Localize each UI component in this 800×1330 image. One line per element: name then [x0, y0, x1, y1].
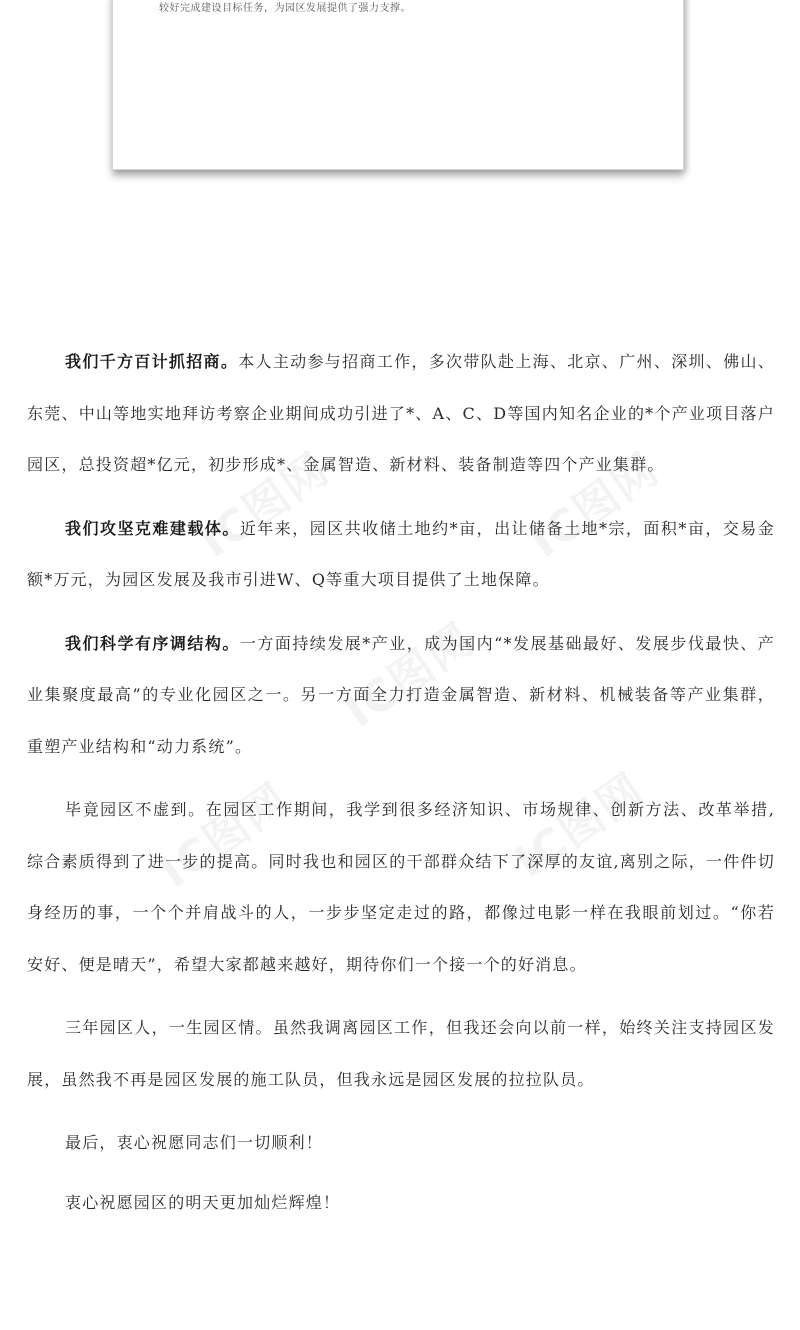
paragraph-lead: 我们千方百计抓招商。 — [65, 352, 239, 371]
paragraph-land — [27, 503, 775, 606]
paragraph-text: 本人主动参与招商工作，多次带队赴上海、北京、广州、深圳、佛山、东莞、中山等地实地拜访考察企业期间成功引进了*、A、C、D等国内知名企业的*个产业项目落户园区，总投资超*亿元，初步形成*、金属智造、新材料、装备制造等四个产业集群。 — [27, 352, 775, 474]
paragraph-wish-park: 衷心祝愿园区的明天更加灿烂辉煌！ — [65, 1192, 341, 1212]
paragraph-farewell: 三年园区人，一生园区情。虽然我调离园区工作，但我还会向以前一样，始终关注支持园区发展，虽然我不再是园区发展的施工队员，但我永远是园区发展的拉拉队员。 — [27, 1018, 775, 1089]
paragraph-lead: 我们科学有序调结构。 — [65, 633, 240, 653]
article-body — [27, 336, 775, 1236]
watermark: IC图网 — [151, 773, 299, 899]
paragraph-structure — [27, 618, 775, 773]
paragraph-text: 一方面持续发展*产业，成为国内“*发展基础最好、发展步伐最快、产业集聚度最高”的专业化园区之一。另一方面全力打造金属智造、新材料、机械装备等产业集群，重塑产业结构和“动力系统”。 — [27, 633, 775, 756]
paragraph-wish-colleagues: 最后，衷心祝愿同志们一切顺利！ — [65, 1133, 324, 1152]
watermark: IC图网 — [191, 443, 339, 569]
paragraph-lead: 我们攻坚克难建载体。 — [65, 518, 240, 538]
watermark: IC图网 — [336, 613, 484, 739]
paragraph-experience: 毕竟园区不虚到。在园区工作期间，我学到很多经济知识、市场规律、创新方法、改革举措,综合素质得到了进一步的提高。同时我也和园区的干部群众结下了深厚的友谊,离别之际，一件件切身经历的事，一个个并肩战斗的人，一步步坚定走过的路，都像过电影一样在我眼前划过。“你若安好、便是晴天”，希望大家都越来越好，期待你们一个接一个的好消息。 — [27, 800, 775, 974]
paragraph-text: 近年来，园区共收储土地约*亩，出让储备土地*宗，面积*亩，交易金额*万元，为园区发展及我市引进W、Q等重大项目提供了土地保障。 — [27, 518, 775, 589]
watermark: IC图网 — [521, 443, 669, 569]
preview-text-line: 较好完成建设目标任务，为园区发展提供了强力支撑。 — [159, 3, 411, 14]
watermark: IC图网 — [506, 763, 654, 889]
document-preview-card — [112, 0, 684, 170]
paragraph-investment — [27, 336, 775, 491]
